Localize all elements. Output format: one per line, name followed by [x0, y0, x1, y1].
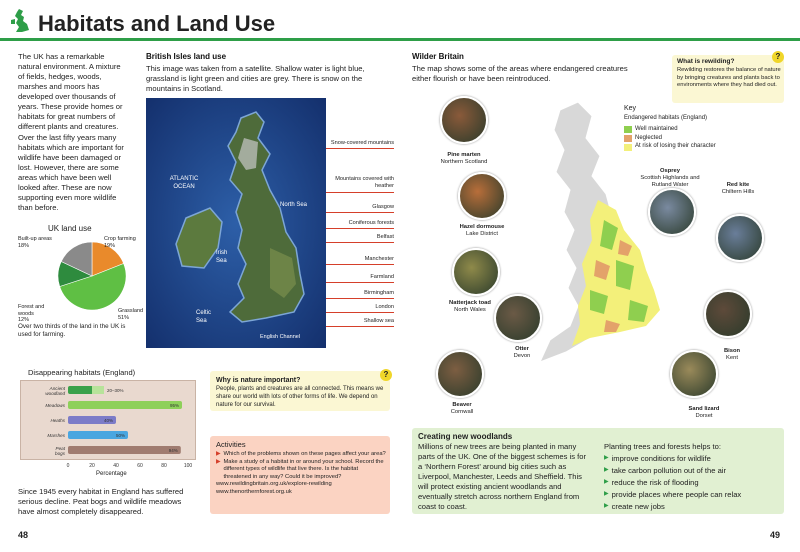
activities-box — [210, 436, 390, 514]
animal-place: Lake District — [466, 230, 498, 237]
animal-place: North Wales — [454, 306, 486, 313]
pie-caption: Over two thirds of the land in the UK is used for farming. — [18, 323, 126, 339]
intro-paragraph-2: Over the last fifty years many habitats which are important for wildlife have been damaged or lost. However, there are some areas which have been well looked after. These are now supporting even more wildlife than before. — [18, 133, 124, 213]
pie-label-forest: Forest and woods 12% — [18, 304, 45, 324]
x-tick-label: 80 — [161, 463, 167, 469]
animal-photo — [440, 96, 488, 144]
intro-text — [18, 52, 124, 213]
sea-label-channel: English Channel — [260, 334, 301, 340]
animal-name: Beaver — [452, 402, 472, 408]
animal-place: Chiltern Hills — [721, 188, 755, 195]
activities-list — [216, 451, 386, 496]
woodlands-box — [412, 428, 784, 514]
key-title: Key — [624, 105, 637, 112]
bar-category-label: Meadows — [45, 403, 65, 408]
animal-name: Sand lizard — [688, 406, 720, 412]
animal-photo — [458, 172, 506, 220]
animal-place: Kent — [726, 354, 738, 361]
isles-section — [146, 52, 366, 94]
sea-label-north: North Sea — [280, 202, 308, 208]
bar-chart-xlabel: Percentage — [96, 471, 127, 477]
bullet-arrow-icon: ▶ — [604, 467, 609, 474]
woodlands-helps — [604, 442, 780, 512]
helps-item: ▶ provide places where people can relax — [604, 490, 742, 500]
rewild-box — [672, 52, 784, 103]
activities-title: Activities — [216, 440, 246, 449]
wilder-title: Wilder Britain — [412, 52, 464, 61]
helps-item: ▶ create new jobs — [604, 502, 665, 512]
animal-photo — [670, 350, 718, 398]
page-number-left: 48 — [18, 530, 29, 540]
animal-name: Bison — [723, 348, 741, 354]
x-tick-label: 100 — [183, 463, 193, 469]
animal-place: Dorset — [695, 412, 713, 419]
animal-name: Pine marten — [447, 152, 481, 158]
isles-label: Birmingham — [326, 290, 394, 299]
uk-map-logo-icon — [8, 8, 32, 34]
bar-category-label: Marshes — [47, 433, 65, 438]
question-icon: ? — [380, 369, 392, 381]
key-swatch — [624, 144, 632, 151]
bar-value-label: 50% — [115, 433, 125, 438]
rewild-text: Rewilding restores the balance of nature by bringing creatures and plants back to environments where they had died out. — [677, 67, 781, 89]
isles-label: Farmland — [326, 274, 394, 283]
bullet-arrow-icon: ▶ — [604, 479, 609, 486]
isles-label: Shallow sea — [326, 318, 394, 327]
animal-place: Cornwall — [450, 408, 474, 415]
animal-place: Scottish Highlands and Rutland Water — [640, 174, 700, 188]
key-item — [624, 135, 744, 143]
pie-label-grassland: Grassland 51% — [118, 308, 144, 321]
helps-item: ▶ take carbon pollution out of the air — [604, 466, 727, 476]
activity-item: ▶ Make a study of a habitat in or around your school. Record the different types of wildlife that live there. Is the habitat threatened in any way? Could it be improved? — [216, 458, 384, 480]
animal-photo — [436, 350, 484, 398]
header-rule — [0, 38, 800, 41]
sea-label-irish: Irish Sea — [216, 250, 228, 264]
animal-photo — [704, 290, 752, 338]
sea-label-celtic: Celtic Sea — [196, 310, 212, 324]
bar-chart-plot — [18, 380, 198, 480]
pie-label-built-up: Built-up areas 18% — [18, 236, 52, 249]
animal-caption — [664, 406, 744, 420]
key-swatch — [624, 135, 632, 142]
animal-caption — [698, 182, 778, 196]
intro-paragraph-1: The UK has a remarkable natural environment. A mixture of fields, hedges, woods, marshes and moors has developed over thousands of years. These provide homes or habitats for great numbers of different plants and creatures. — [18, 52, 123, 132]
key-items — [624, 126, 744, 151]
page-number-right: 49 — [770, 530, 781, 540]
map-key — [624, 104, 744, 152]
satellite-map — [146, 98, 326, 348]
wilder-text: The map shows some of the areas where endangered creatures either flourish or have been reintroduced. — [412, 64, 628, 84]
bullet-arrow-icon: ▶ — [604, 503, 609, 510]
isles-label: London — [326, 304, 394, 313]
bar — [68, 401, 182, 409]
isles-label: Coniferous forests — [326, 220, 394, 229]
isles-label: Manchester — [326, 256, 394, 265]
animal-name: Hazel dormouse — [459, 224, 505, 230]
activity-link[interactable]: www.thenorthernforest.org.uk — [216, 488, 292, 495]
isles-label: Snow-covered mountains — [326, 140, 394, 149]
animal-caption — [422, 402, 502, 416]
isles-label-list — [326, 140, 394, 330]
activity-item: ▶ Which of the problems shown on these pages affect your area? — [216, 451, 386, 457]
helps-list — [604, 454, 780, 512]
activity-link[interactable]: www.rewildingbritain.org.uk/explore-rewilding — [216, 481, 332, 488]
page-title: Habitats and Land Use — [38, 11, 276, 36]
key-label: Well maintained — [635, 125, 678, 132]
why-title: Why is nature important? — [216, 377, 301, 384]
helps-title: Planting trees and forests helps to: — [604, 442, 721, 451]
animal-place: Northern Scotland — [440, 158, 488, 165]
bar-value-label: 20–30% — [107, 388, 124, 393]
bar-category-label: Peat bogs — [55, 446, 65, 456]
animal-caption — [442, 224, 522, 238]
bar-category-label: Heaths — [50, 418, 65, 423]
bar-range — [92, 386, 104, 394]
animal-photo — [716, 214, 764, 262]
isles-label: Mountains covered with heather — [326, 176, 394, 193]
bullet-arrow-icon: ▶ — [604, 491, 609, 498]
animal-caption — [482, 346, 562, 360]
wilder-section — [412, 52, 642, 84]
bar — [68, 446, 181, 454]
woodlands-title: Creating new woodlands — [418, 432, 513, 441]
animal-caption — [424, 152, 504, 166]
animal-place: Devon — [513, 352, 531, 359]
animal-photo — [648, 188, 696, 236]
bar-value-label: 94% — [168, 448, 178, 453]
helps-item: ▶ reduce the risk of flooding — [604, 478, 699, 488]
key-subtitle: Endangered habitats (England) — [624, 115, 708, 122]
habitat-bar-chart — [18, 368, 198, 480]
animal-name: Natterjack toad — [449, 300, 491, 306]
helps-item: ▶ improve conditions for wildlife — [604, 454, 711, 464]
land-use-pie-chart — [56, 240, 128, 312]
isles-title: British Isles land use — [146, 52, 227, 61]
satellite-image — [146, 98, 326, 348]
isles-text: This image was taken from a satellite. Shallow water is light blue, grassland is light green and cities are grey. There is snow on the mountains in Scotland. — [146, 64, 365, 94]
key-item — [624, 126, 744, 134]
sea-label-atlantic: ATLANTIC OCEAN — [169, 176, 199, 190]
animal-name: Osprey — [660, 168, 680, 174]
key-swatch — [624, 126, 632, 133]
animal-photo — [494, 294, 542, 342]
isles-label: Belfast — [326, 234, 394, 243]
bullet-arrow-icon: ▶ — [604, 455, 609, 462]
x-tick-label: 40 — [113, 463, 119, 469]
animal-photo — [452, 248, 500, 296]
bar-chart-title: Disappearing habitats (England) — [28, 368, 136, 377]
bars-note: Since 1945 every habitat in England has suffered serious decline. Peat bogs and wildlife meadows have almost completely disappeared. — [18, 487, 184, 517]
x-tick-label: 60 — [137, 463, 143, 469]
key-item — [624, 143, 744, 151]
key-label: Neglected — [635, 134, 663, 141]
isles-label: Glasgow — [326, 204, 394, 213]
animal-name: Red kite — [726, 182, 750, 188]
bar-value-label: 40% — [103, 418, 113, 423]
pie-label-crop: Crop farming 19% — [104, 236, 136, 249]
bar-value-label: 95% — [169, 403, 179, 408]
page-header — [0, 0, 800, 44]
woodlands-text: Millions of new trees are being planted in many parts of the UK. One of the biggest schemes is for a ‘Northern Forest’ around big cities such as Liverpool, Manchester, Leeds and Sheffield. This will protect existing ancient woodlands and eventually stretch across northern England from coast to coast. — [418, 442, 586, 512]
key-label: At risk of losing their character — [635, 143, 716, 150]
animal-name: Otter — [515, 346, 529, 352]
why-text: People, plants and creatures are all connected. This means we share our world with lots of other forms of life. We depend on nature for our survival. — [216, 386, 384, 408]
pie-title: UK land use — [48, 224, 92, 233]
bar-category-label: Ancient woodland — [45, 386, 65, 396]
question-icon: ? — [772, 51, 784, 63]
rewild-title: What is rewilding? — [677, 58, 735, 65]
why-box — [210, 371, 390, 411]
x-tick-label: 0 — [66, 463, 70, 469]
x-tick-label: 20 — [89, 463, 95, 469]
